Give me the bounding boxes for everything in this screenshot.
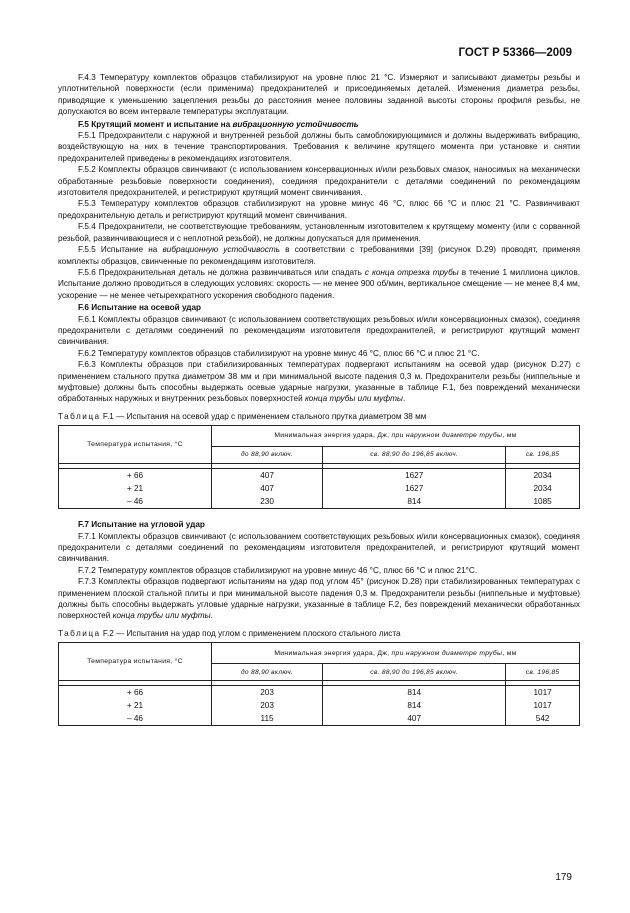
paragraph-f5-2: F.5.2 Комплекты образцов свинчивают (с использованием консервационных и/или резьбовых смазок, наносимых на механически обработанные резьбовые поверхности соединения), соединяя предохранители с деталями соединений по рекомендациям изготовителя предохранителей, и регистрируют крутящий момент свинчивания. (58, 165, 580, 198)
table-cell: + 21 (59, 699, 212, 712)
document-code: ГОСТ Р 53366—2009 (458, 47, 572, 59)
table-f1-col-header: св. 196,85 (506, 447, 580, 464)
table-f1-col-header: до 88,90 включ. (212, 447, 323, 464)
table-cell: + 21 (59, 482, 212, 495)
table-cell: 1017 (506, 699, 580, 712)
paragraph-f4-3: F.4.3 Температуру комплектов образцов стабилизируют на уровне плюс 21 °С. Измеряют и записывают диаметры резьбы и уплотнительной поверхности (если применима) предохранителей и присоединяемых деталей. Изменения диаметра резьбы, приводящие к уменьшению зацепления резьбы до расстояния менее половины заданной высоты стороны профиля резьбы, не допускаются во всем интервале температуры эксплуатации. (58, 73, 580, 117)
table-row (59, 495, 580, 509)
table-cell: 1627 (323, 482, 506, 495)
table-row (59, 712, 580, 726)
paragraph-f5-5: F.5.5 Испытание на вибрационную устойчивость в соответствии с требованиями [39] (рисунок D.29) проводят, применяя комплекты образцов, свинченные по рекомендациям изготовителя. (58, 245, 581, 266)
table-f2-col-header: до 88,90 включ. (212, 664, 323, 681)
table-cell: 2034 (506, 482, 580, 495)
table-cell: 814 (323, 686, 506, 700)
table-row (59, 686, 580, 700)
table-cell: + 66 (59, 686, 212, 700)
table-cell: 542 (506, 712, 580, 726)
table-f2 (58, 642, 580, 726)
table-f1-group-header: Минимальная энергия удара, Дж, при наружном диаметре трубы, мм (212, 426, 580, 447)
table-cell: 2034 (506, 469, 580, 483)
table-cell: 407 (212, 469, 323, 483)
section-heading-f7: F.7 Испытание на угловой удар (78, 520, 205, 530)
paragraph-f5-4: F.5.4 Предохранители, не соответствующие требованиям, установленным изготовителем к крутящему моменту (или с сорванной резьбой, развинчивающиеся и с неплотной резьбой), не должны допускаться для применения. (58, 222, 580, 243)
table-cell: 814 (323, 699, 506, 712)
section-heading-f5: F.5 Крутящий момент и испытание на вибрационную устойчивость (78, 119, 359, 129)
table-cell: – 46 (59, 712, 212, 726)
paragraph-f7-3: F.7.3 Комплекты образцов подвергают испытаниям на удар под углом 45° (рисунок D.28) при стабилизированных температурах с применением плоской стальной плиты и при минимальной высоте падения 0,3 м. Предохранители резьбы (ниппельные и муфтовые) должны быть способны выдержать угловые ударные нагрузки, указанные в таблице F.2, без повреждений механически обработанных поверхностей конца трубы или муфты. (58, 577, 580, 621)
paragraph-f5-6: F.5.6 Предохранительная деталь не должна развинчиваться или спадать с конца отрезка трубы в течение 1 миллиона циклов. Испытание должно проводиться в следующих условиях: скорость — не менее 900 об/мин, вертикальное смещение — не менее 8,4 мм, ускорение — не менее четырехкратного ускорения свободного падения. (58, 267, 580, 300)
table-f1-col-header: св. 88,90 до 196,85 включ. (323, 447, 506, 464)
table-cell: – 46 (59, 495, 212, 509)
table-f2-col-header: св. 88,90 до 196,85 включ. (323, 664, 506, 681)
table-row (59, 482, 580, 495)
table-f1 (58, 425, 580, 509)
table-f2-row-header: Температура испытания, °С (59, 643, 212, 681)
table-cell: 203 (212, 699, 323, 712)
paragraph-f6-3: F.6.3 Комплекты образцов при стабилизированных температурах подвергают испытаниям на осевой удар (рисунок D.27) с применением стального прутка диаметром 38 мм и при минимальной высоте падения 0,3 м. Предохранители резьбы (ниппельные и муфтовые) должны быть способны выдержать осевые ударные нагрузки, указанные в таблице F.1, без повреждений механически обработанных наружных и внутренних резьбовых поверхностей конца трубы или муфты. (58, 360, 580, 404)
page-number: 179 (555, 872, 572, 883)
paragraph-f7-2: F.7.2 Температуру комплектов образцов стабилизируют на уровне минус 46 °С, плюс 66 °С и плюс 21°С. (78, 565, 478, 575)
table-f1-row-header: Температура испытания, °С (59, 426, 212, 464)
paragraph-f7-1: F.7.1 Комплекты образцов свинчивают (с использованием соответствующих резьбовых и/или консервационных смазок), соединяя предохранители с деталями соединений по рекомендациям изготовителя предохранителей, и регистрируют крутящий момент свинчивания. (58, 531, 580, 564)
table-cell: 407 (323, 712, 506, 726)
table-cell: 230 (212, 495, 323, 509)
section-heading-f6: F.6 Испытание на осевой удар (78, 303, 202, 313)
table-f2-group-header: Минимальная энергия удара, Дж, при наружном диаметре трубы, мм (212, 643, 580, 664)
table-f1-caption: Таблица F.1 — Испытания на осевой удар с применением стального прутка диаметром 38 мм (58, 411, 427, 421)
table-f2-caption: Таблица F.2 — Испытания на удар под углом с применением плоского стального листа (58, 628, 401, 638)
table-row (59, 699, 580, 712)
table-cell: 115 (212, 712, 323, 726)
table-cell: 1627 (323, 469, 506, 483)
table-cell: 1085 (506, 495, 580, 509)
paragraph-f5-3: F.5.3 Температуру комплектов образцов стабилизируют на уровне минус 46 °С, плюс 66 °С и плюс 21 °С. Развинчивают предохранительную деталь и регистрируют крутящий момент свинчивания. (58, 199, 580, 220)
page-content (58, 72, 580, 736)
table-cell: 1017 (506, 686, 580, 700)
paragraph-f6-1: F.6.1 Комплекты образцов свинчивают (с использованием соответствующих резьбовых и/или консервационных смазок), соединяя предохранители с деталями соединений по рекомендациям изготовителя предохранителей, и регистрируют крутящий момент свинчивания. (58, 314, 580, 347)
paragraph-f6-2: F.6.2 Температуру комплектов образцов стабилизируют на уровне минус 46 °С, плюс 66 °С и плюс 21 °С. (78, 348, 480, 358)
table-f2-col-header: св. 196,85 (506, 664, 580, 681)
table-cell: 814 (323, 495, 506, 509)
table-row (59, 469, 580, 483)
paragraph-f5-1: F.5.1 Предохранители с наружной и внутренней резьбой должны быть самоблокирующимися и должны выдерживать вибрацию, воздействующую на них в течение транспортирования. Требования к величине крутящего момента при установке и снятии предохранителей приведены в рекомендациях изготовителя. (58, 131, 580, 163)
table-cell: + 66 (59, 469, 212, 483)
table-cell: 407 (212, 482, 323, 495)
table-cell: 203 (212, 686, 323, 700)
